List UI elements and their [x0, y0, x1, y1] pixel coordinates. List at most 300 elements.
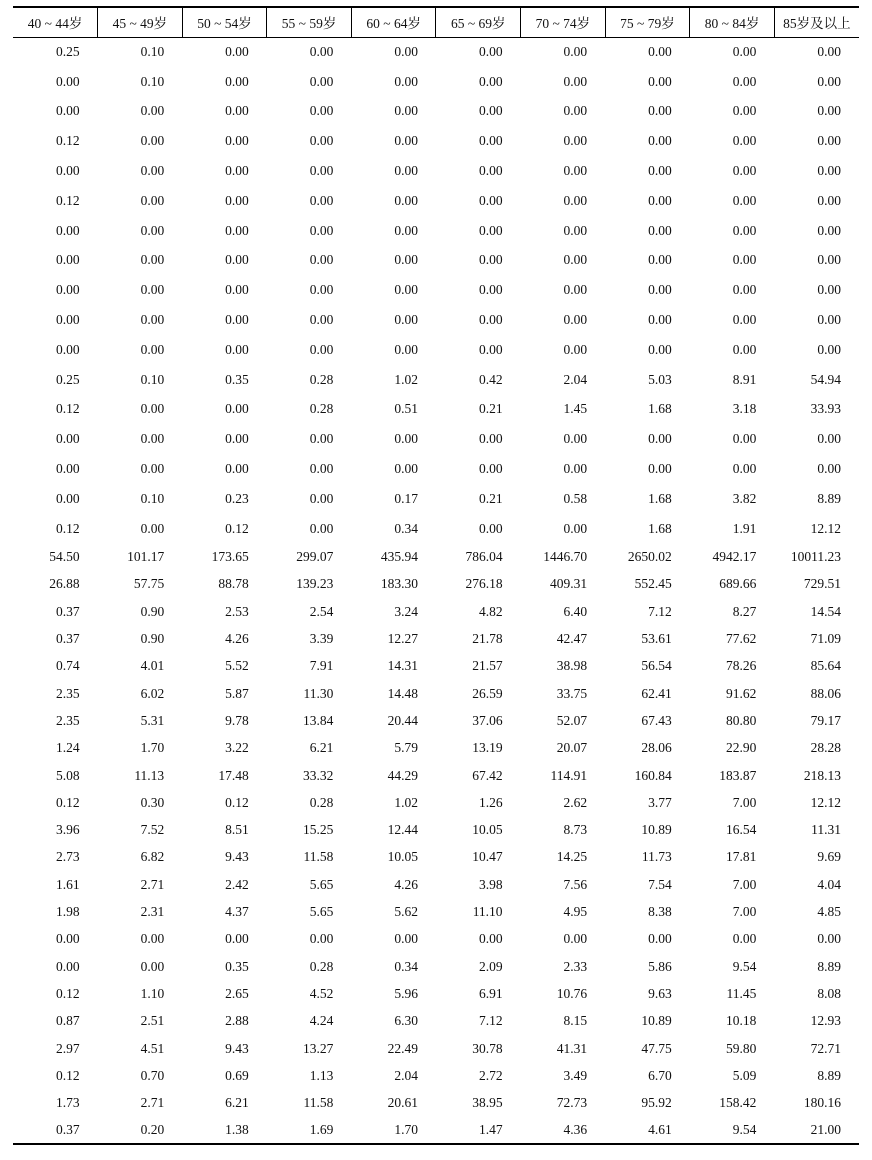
table-cell: 0.00	[817, 461, 841, 477]
table-cell: 0.00	[225, 341, 249, 357]
table-cell: 0.12	[225, 794, 249, 810]
table-cell: 0.12	[55, 133, 80, 149]
table-cell: 1.47	[436, 1117, 521, 1144]
table-cell: 0.00	[648, 222, 672, 238]
table-cell: 41.31	[556, 1040, 588, 1056]
table-cell: 0.00	[732, 282, 757, 298]
table-cell: 17.48	[218, 767, 249, 783]
table-cell: 72.71	[810, 1040, 841, 1056]
table-cell: 33.32	[303, 767, 334, 783]
table-row	[13, 544, 859, 571]
table-cell: 0.21	[478, 490, 503, 506]
table-cell: 6.82	[140, 849, 165, 865]
table-cell: 10.89	[641, 1013, 672, 1029]
table-cell: 0.00	[648, 73, 672, 89]
table-cell: 3.77	[648, 794, 672, 810]
table-cell: 0.00	[732, 163, 757, 179]
table-cell: 0.25	[55, 44, 80, 60]
table-cell: 0.00	[225, 282, 249, 298]
table-cell: 0.00	[563, 163, 588, 179]
table-cell: 7.12	[648, 603, 672, 619]
table-cell: 0.00	[140, 222, 165, 238]
table-cell: 0.00	[732, 252, 757, 268]
table-cell: 21.78	[472, 631, 503, 647]
table-cell: 0.12	[55, 794, 80, 810]
table-cell: 0.21	[478, 401, 503, 417]
column-header: 60 ~ 64岁	[351, 7, 436, 37]
table-cell: 3.96	[55, 822, 80, 838]
table-cell: 5.08	[55, 767, 80, 783]
table-cell: 0.00	[563, 312, 588, 328]
table-cell: 5.65	[309, 904, 334, 920]
table-cell: 21.57	[472, 658, 503, 674]
table-cell: 12.27	[387, 631, 418, 647]
table-cell: 0.00	[732, 44, 757, 60]
table-row	[13, 762, 859, 789]
table-cell: 0.10	[140, 73, 165, 89]
table-cell: 0.00	[817, 73, 841, 89]
table-cell: 5.65	[309, 876, 334, 892]
table-cell: 0.00	[225, 431, 249, 447]
table-cell: 2.71	[140, 1095, 165, 1111]
table-row	[13, 871, 859, 898]
table-cell: 37.06	[472, 712, 503, 728]
table-cell: 0.00	[394, 222, 418, 238]
table-cell: 7.00	[732, 876, 757, 892]
table-cell: 9.43	[225, 849, 249, 865]
table-cell: 8.38	[648, 904, 672, 920]
table-row	[13, 395, 859, 425]
table-cell: 21.00	[774, 1117, 859, 1144]
table-cell: 0.00	[394, 163, 418, 179]
table-cell: 0.00	[563, 461, 588, 477]
table-cell: 26.59	[472, 685, 503, 701]
table-cell: 62.41	[641, 685, 672, 701]
table-cell: 1.10	[140, 985, 165, 1001]
table-cell: 2.53	[225, 603, 249, 619]
table-cell: 0.74	[55, 658, 80, 674]
table-cell: 0.00	[225, 103, 249, 119]
table-cell: 0.51	[394, 401, 418, 417]
table-cell: 0.28	[309, 794, 334, 810]
table-row	[13, 365, 859, 395]
table-body	[13, 37, 859, 1144]
table-cell: 12.44	[387, 822, 418, 838]
table-cell: 0.00	[55, 931, 80, 947]
table-cell: 1.91	[732, 520, 757, 536]
table-cell: 0.00	[732, 133, 757, 149]
table-cell: 12.93	[810, 1013, 841, 1029]
table-cell: 0.28	[309, 958, 334, 974]
table-cell: 0.34	[394, 958, 418, 974]
table-cell: 30.78	[472, 1040, 503, 1056]
table-cell: 6.30	[394, 1013, 418, 1029]
table-cell: 0.00	[817, 252, 841, 268]
table-cell: 8.27	[732, 603, 757, 619]
table-cell: 0.00	[55, 958, 80, 974]
table-cell: 0.00	[140, 133, 165, 149]
table-cell: 10.76	[556, 985, 588, 1001]
table-cell: 47.75	[641, 1040, 672, 1056]
table-cell: 1.98	[55, 904, 80, 920]
table-cell: 0.00	[478, 431, 503, 447]
table-cell: 0.00	[817, 133, 841, 149]
table-cell: 0.00	[563, 133, 588, 149]
table-cell: 0.00	[225, 252, 249, 268]
table-cell: 14.31	[387, 658, 418, 674]
table-cell: 11.45	[726, 985, 757, 1001]
table-row	[13, 1008, 859, 1035]
table-cell: 20.07	[556, 740, 588, 756]
table-row	[13, 514, 859, 544]
table-cell: 80.80	[725, 712, 757, 728]
table-row	[13, 817, 859, 844]
table-cell: 0.00	[140, 958, 165, 974]
table-cell: 4.26	[394, 876, 418, 892]
table-cell: 0.00	[309, 163, 334, 179]
table-cell: 114.91	[550, 767, 588, 783]
table-row	[13, 67, 859, 97]
table-cell: 1.02	[394, 794, 418, 810]
table-cell: 54.94	[810, 371, 841, 387]
table-cell: 0.00	[140, 103, 165, 119]
table-cell: 0.00	[394, 73, 418, 89]
table-row	[13, 484, 859, 514]
table-cell: 0.00	[732, 461, 757, 477]
table-row	[13, 598, 859, 625]
table-cell: 0.42	[478, 371, 503, 387]
table-cell: 3.24	[394, 603, 418, 619]
table-cell: 1.68	[648, 490, 672, 506]
table-row	[13, 156, 859, 186]
table-cell: 0.00	[478, 133, 503, 149]
table-cell: 0.00	[225, 222, 249, 238]
table-cell: 0.00	[563, 520, 588, 536]
table-cell: 22.90	[725, 740, 757, 756]
table-cell: 4.85	[817, 904, 841, 920]
table-row	[13, 625, 859, 652]
table-cell: 14.25	[556, 849, 588, 865]
table-cell: 0.00	[478, 103, 503, 119]
table-cell: 28.28	[810, 740, 841, 756]
table-cell: 7.52	[140, 822, 165, 838]
table-cell: 15.25	[303, 822, 334, 838]
table-cell: 1.45	[563, 401, 588, 417]
table-row	[13, 1062, 859, 1089]
table-cell: 4.24	[309, 1013, 334, 1029]
table-cell: 0.00	[648, 192, 672, 208]
table-cell: 0.25	[55, 371, 80, 387]
table-cell: 78.26	[725, 658, 757, 674]
table-cell: 0.00	[478, 520, 503, 536]
table-cell: 52.07	[556, 712, 588, 728]
table-row	[13, 97, 859, 127]
table-cell: 8.89	[817, 490, 841, 506]
table-cell: 5.03	[648, 371, 672, 387]
table-cell: 0.00	[55, 461, 80, 477]
table-cell: 0.00	[309, 73, 334, 89]
table-cell: 0.00	[140, 931, 165, 947]
table-cell: 8.73	[563, 822, 588, 838]
table-cell: 10011.23	[790, 549, 841, 565]
table-cell: 4.95	[563, 904, 588, 920]
table-cell: 1.13	[309, 1067, 334, 1083]
table-cell: 5.86	[648, 958, 672, 974]
table-cell: 20.61	[387, 1095, 418, 1111]
table-cell: 0.00	[563, 282, 588, 298]
table-cell: 0.00	[732, 931, 757, 947]
table-cell: 7.54	[648, 876, 672, 892]
table-cell: 33.93	[810, 401, 841, 417]
table-cell: 0.00	[394, 931, 418, 947]
column-header: 75 ~ 79岁	[605, 7, 690, 37]
table-cell: 160.84	[634, 767, 672, 783]
table-cell: 0.00	[55, 252, 80, 268]
table-cell: 2.35	[55, 712, 80, 728]
table-row	[13, 898, 859, 925]
table-cell: 4.26	[225, 631, 249, 647]
header-row	[13, 7, 859, 37]
table-cell: 11.58	[303, 849, 334, 865]
table-row	[13, 216, 859, 246]
table-cell: 173.65	[211, 549, 249, 565]
table-row	[13, 926, 859, 953]
table-row	[13, 844, 859, 871]
table-cell: 79.17	[810, 712, 841, 728]
table-cell: 38.98	[556, 658, 588, 674]
table-cell: 0.00	[563, 341, 588, 357]
table-cell: 0.28	[309, 371, 334, 387]
table-row	[13, 980, 859, 1007]
table-cell: 10.18	[725, 1013, 757, 1029]
table-cell: 10.47	[472, 849, 503, 865]
table-cell: 0.00	[394, 282, 418, 298]
table-cell: 0.00	[563, 431, 588, 447]
table-cell: 56.54	[641, 658, 672, 674]
table-cell: 5.87	[225, 685, 249, 701]
table-cell: 0.00	[563, 192, 588, 208]
table-cell: 0.00	[817, 431, 841, 447]
table-cell: 0.12	[225, 520, 249, 536]
table-cell: 0.00	[225, 931, 249, 947]
table-cell: 0.00	[817, 931, 841, 947]
table-cell: 11.30	[303, 685, 334, 701]
column-header: 55 ~ 59岁	[267, 7, 352, 37]
table-cell: 0.00	[817, 163, 841, 179]
table-cell: 0.00	[732, 431, 757, 447]
table-cell: 0.00	[817, 282, 841, 298]
table-row	[13, 424, 859, 454]
table-cell: 0.00	[478, 44, 503, 60]
table-cell: 0.35	[225, 371, 249, 387]
table-cell: 4942.17	[712, 549, 757, 565]
table-row	[13, 186, 859, 216]
table-cell: 67.42	[472, 767, 503, 783]
table-cell: 1.69	[267, 1117, 352, 1144]
column-header: 70 ~ 74岁	[521, 7, 606, 37]
table-cell: 0.00	[309, 312, 334, 328]
table-row	[13, 680, 859, 707]
table-cell: 42.47	[556, 631, 588, 647]
table-cell: 4.52	[309, 985, 334, 1001]
table-cell: 1.38	[182, 1117, 267, 1144]
table-cell: 1.70	[351, 1117, 436, 1144]
table-cell: 4.04	[817, 876, 841, 892]
table-cell: 0.00	[563, 931, 588, 947]
table-cell: 3.49	[563, 1067, 588, 1083]
table-cell: 0.00	[225, 192, 249, 208]
table-cell: 0.00	[309, 431, 334, 447]
table-cell: 0.00	[140, 163, 165, 179]
table-cell: 0.00	[648, 431, 672, 447]
table-cell: 689.66	[719, 576, 757, 592]
table-cell: 5.31	[140, 712, 165, 728]
table-cell: 0.00	[394, 341, 418, 357]
table-cell: 4.36	[521, 1117, 606, 1144]
column-header: 65 ~ 69岁	[436, 7, 521, 37]
table-cell: 53.61	[641, 631, 672, 647]
table-cell: 4.01	[140, 658, 165, 674]
table-cell: 16.54	[725, 822, 757, 838]
table-cell: 0.00	[55, 341, 80, 357]
table-cell: 0.23	[225, 490, 249, 506]
table-cell: 0.00	[732, 103, 757, 119]
table-cell: 8.08	[817, 985, 841, 1001]
table-cell: 0.34	[394, 520, 418, 536]
table-cell: 2.31	[140, 904, 165, 920]
table-cell: 2.09	[478, 958, 503, 974]
table-cell: 13.84	[303, 712, 334, 728]
table-cell: 0.00	[394, 133, 418, 149]
table-cell: 0.00	[140, 252, 165, 268]
table-cell: 0.00	[732, 312, 757, 328]
table-cell: 0.00	[648, 341, 672, 357]
table-cell: 0.00	[309, 192, 334, 208]
table-cell: 552.45	[634, 576, 672, 592]
table-cell: 0.00	[140, 282, 165, 298]
table-cell: 6.02	[140, 685, 165, 701]
table-cell: 0.00	[55, 103, 80, 119]
table-cell: 0.00	[309, 461, 334, 477]
table-cell: 33.75	[556, 685, 588, 701]
table-cell: 2.04	[394, 1067, 418, 1083]
table-cell: 101.17	[127, 549, 165, 565]
table-cell: 0.00	[309, 341, 334, 357]
table-cell: 183.87	[719, 767, 757, 783]
table-cell: 2.71	[140, 876, 165, 892]
table-cell: 0.00	[55, 282, 80, 298]
table-cell: 1.70	[140, 740, 165, 756]
table-cell: 3.39	[309, 631, 334, 647]
table-cell: 12.12	[810, 520, 841, 536]
table-cell: 10.05	[472, 822, 503, 838]
table-cell: 1.73	[55, 1095, 80, 1111]
table-cell: 11.31	[811, 822, 841, 838]
table-cell: 0.00	[478, 282, 503, 298]
table-cell: 9.63	[648, 985, 672, 1001]
table-cell: 0.12	[55, 520, 80, 536]
table-cell: 7.12	[478, 1013, 503, 1029]
table-cell: 0.00	[648, 252, 672, 268]
mortality-rate-table	[13, 6, 859, 1145]
column-header: 40 ~ 44岁	[13, 7, 98, 37]
table-cell: 0.00	[140, 461, 165, 477]
table-cell: 8.91	[732, 371, 757, 387]
table-cell: 435.94	[380, 549, 418, 565]
table-cell: 1446.70	[543, 549, 588, 565]
table-cell: 0.00	[563, 44, 588, 60]
table-cell: 26.88	[49, 576, 80, 592]
table-cell: 0.00	[478, 461, 503, 477]
table-cell: 20.44	[387, 712, 418, 728]
table-cell: 8.89	[817, 1067, 841, 1083]
table-cell: 0.00	[140, 520, 165, 536]
table-cell: 0.00	[225, 163, 249, 179]
table-cell: 44.29	[387, 767, 418, 783]
table-cell: 0.00	[648, 103, 672, 119]
table-cell: 0.00	[140, 192, 165, 208]
table-cell: 9.69	[817, 849, 841, 865]
table-cell: 71.09	[810, 631, 841, 647]
table-cell: 0.12	[55, 401, 80, 417]
table-cell: 0.30	[140, 794, 165, 810]
table-cell: 0.00	[394, 192, 418, 208]
table-cell: 5.62	[394, 904, 418, 920]
table-cell: 0.58	[563, 490, 588, 506]
table-cell: 0.00	[648, 163, 672, 179]
table-cell: 38.95	[472, 1095, 503, 1111]
table-cell: 0.00	[225, 461, 249, 477]
table-cell: 6.91	[478, 985, 503, 1001]
column-header: 80 ~ 84岁	[690, 7, 775, 37]
table-cell: 13.19	[472, 740, 503, 756]
table-row	[13, 1035, 859, 1062]
table-cell: 0.00	[394, 103, 418, 119]
table-cell: 4.37	[225, 904, 249, 920]
table-cell: 13.27	[303, 1040, 334, 1056]
table-cell: 1.61	[55, 876, 80, 892]
table-cell: 0.00	[648, 312, 672, 328]
table-cell: 0.00	[55, 490, 80, 506]
table-row	[13, 953, 859, 980]
table-cell: 67.43	[641, 712, 672, 728]
table-cell: 0.00	[648, 461, 672, 477]
table-cell: 7.00	[732, 904, 757, 920]
table-cell: 0.00	[309, 103, 334, 119]
table-cell: 54.50	[49, 549, 80, 565]
table-cell: 2.54	[309, 603, 334, 619]
column-header: 85岁及以上	[774, 7, 859, 37]
table-cell: 0.00	[225, 312, 249, 328]
table-cell: 0.00	[478, 252, 503, 268]
table-cell: 0.00	[817, 222, 841, 238]
table-cell: 10.05	[387, 849, 418, 865]
table-row	[13, 37, 859, 67]
table-cell: 0.37	[55, 603, 80, 619]
table-cell: 59.80	[725, 1040, 757, 1056]
table-cell: 5.09	[732, 1067, 757, 1083]
table-cell: 8.15	[563, 1013, 588, 1029]
table-row	[13, 1117, 859, 1144]
table-cell: 9.43	[225, 1040, 249, 1056]
table-cell: 0.00	[55, 222, 80, 238]
table-cell: 6.70	[648, 1067, 672, 1083]
table-cell: 0.00	[394, 461, 418, 477]
table-cell: 2.65	[225, 985, 249, 1001]
column-header: 50 ~ 54岁	[182, 7, 267, 37]
table-cell: 0.00	[817, 44, 841, 60]
table-cell: 0.37	[55, 631, 80, 647]
